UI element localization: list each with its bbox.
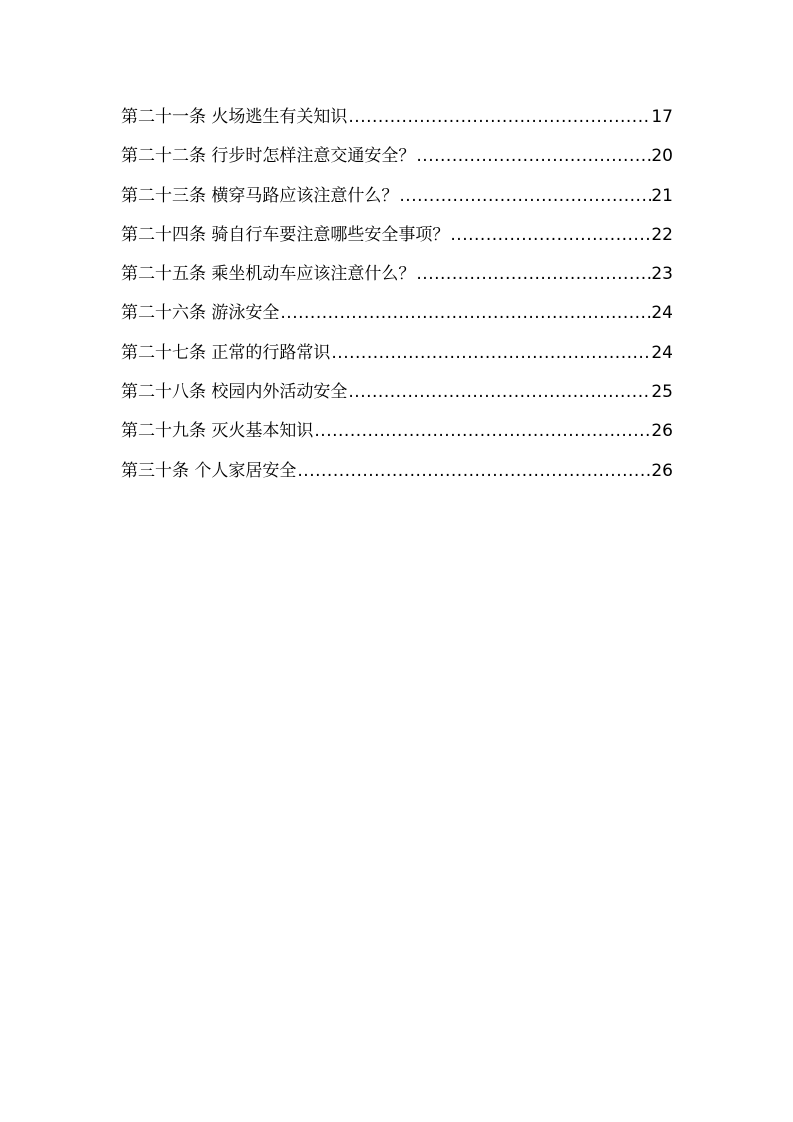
toc-entry[interactable] — [121, 458, 673, 497]
table-of-contents — [121, 104, 673, 497]
toc-entry-page: 20 — [651, 146, 673, 167]
toc-dot-leader — [348, 379, 651, 405]
toc-entry-title: 第二十一条 火场逃生有关知识 — [121, 107, 348, 127]
toc-entry-page: 21 — [651, 185, 673, 206]
toc-entry-page: 24 — [651, 342, 673, 363]
toc-entry[interactable] — [121, 261, 673, 300]
toc-entry-title: 第二十三条 横穿马路应该注意什么？ — [121, 185, 399, 206]
toc-entry[interactable] — [121, 418, 673, 457]
toc-entry-title: 第二十二条 行步时怎样注意交通安全？ — [121, 146, 416, 167]
toc-dot-leader — [399, 183, 651, 209]
toc-dot-leader — [416, 143, 651, 169]
toc-entry[interactable] — [121, 340, 673, 379]
toc-entry-title: 第二十五条 乘坐机动车应该注意什么？ — [121, 264, 416, 285]
toc-entry-page: 25 — [651, 382, 673, 403]
toc-entry[interactable] — [121, 379, 673, 418]
toc-entry[interactable] — [121, 143, 673, 182]
toc-entry-page: 26 — [651, 460, 673, 481]
toc-entry-page: 26 — [651, 421, 673, 442]
toc-dot-leader — [348, 104, 651, 130]
toc-entry-title: 第二十四条 骑自行车要注意哪些安全事项？ — [121, 224, 450, 245]
toc-entry-page: 23 — [651, 264, 673, 285]
toc-dot-leader — [314, 418, 651, 444]
toc-entry-title: 第二十七条 正常的行路常识 — [121, 342, 331, 363]
toc-entry[interactable] — [121, 222, 673, 261]
toc-entry[interactable] — [121, 183, 673, 222]
toc-entry[interactable] — [121, 300, 673, 339]
toc-entry-title: 第二十九条 灭火基本知识 — [121, 421, 314, 442]
toc-entry-title: 第二十六条 游泳安全 — [121, 303, 280, 324]
toc-dot-leader — [297, 458, 651, 484]
toc-dot-leader — [280, 300, 651, 326]
toc-entry[interactable] — [121, 104, 673, 143]
toc-dot-leader — [331, 340, 651, 366]
toc-dot-leader — [416, 261, 651, 287]
toc-entry-title: 第三十条 个人家居安全 — [121, 460, 297, 481]
toc-entry-page: 17 — [651, 107, 673, 127]
toc-dot-leader — [450, 222, 651, 248]
toc-entry-title: 第二十八条 校园内外活动安全 — [121, 382, 348, 403]
toc-entry-page: 22 — [651, 224, 673, 245]
toc-entry-page: 24 — [651, 303, 673, 324]
